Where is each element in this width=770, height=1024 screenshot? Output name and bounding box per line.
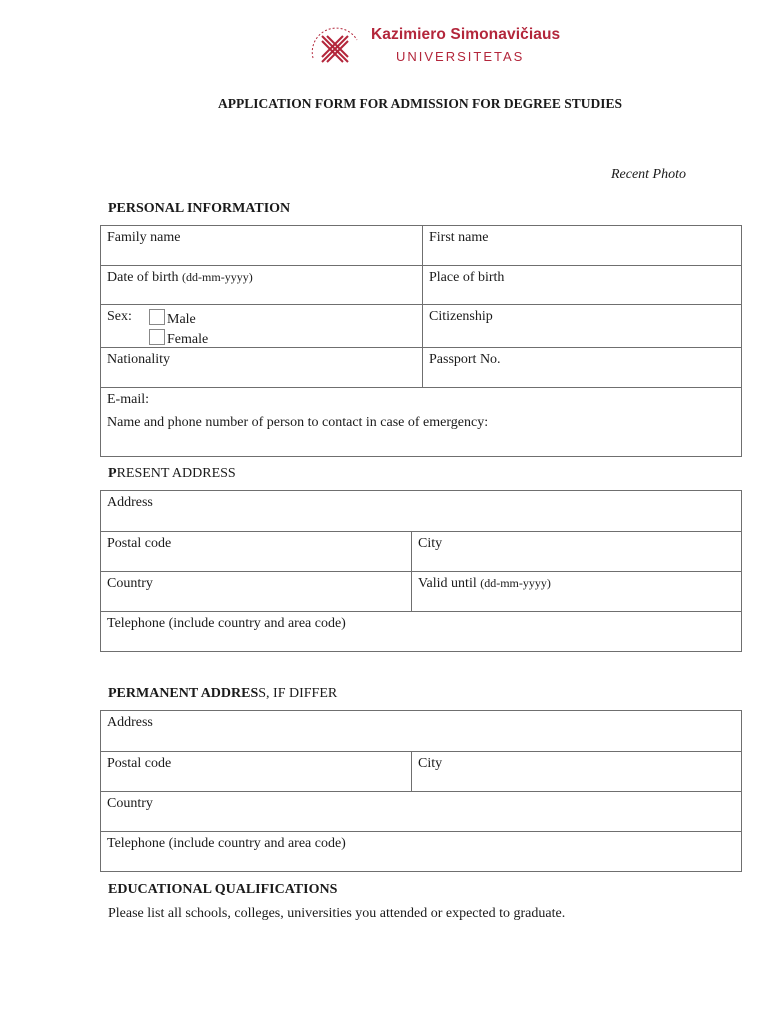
permanent-country-field[interactable] bbox=[101, 791, 741, 832]
emergency-contact-label: Name and phone number of person to contact in case of emergency: bbox=[107, 415, 489, 430]
present-city-label: City bbox=[418, 536, 443, 551]
education-heading: EDUCATIONAL QUALIFICATIONS bbox=[108, 882, 338, 897]
passport-field[interactable] bbox=[422, 348, 741, 388]
nationality-label: Nationality bbox=[107, 352, 170, 367]
present-telephone-label: Telephone (include country and area code) bbox=[107, 616, 346, 631]
female-option[interactable] bbox=[149, 329, 208, 349]
place-of-birth-label: Place of birth bbox=[429, 270, 505, 285]
personal-info-heading: PERSONAL INFORMATION bbox=[108, 201, 291, 216]
university-logo bbox=[305, 22, 365, 74]
permanent-postal-code-label: Postal code bbox=[107, 756, 172, 771]
present-city-field[interactable] bbox=[411, 532, 741, 572]
present-country-label: Country bbox=[107, 576, 153, 591]
permanent-postal-code-field[interactable] bbox=[101, 752, 411, 792]
first-name-field[interactable] bbox=[422, 226, 741, 266]
passport-label: Passport No. bbox=[429, 352, 501, 367]
row-present-country-valid bbox=[101, 571, 741, 612]
first-name-label: First name bbox=[429, 230, 489, 245]
permanent-city-label: City bbox=[418, 756, 443, 771]
permanent-address-table bbox=[100, 710, 742, 872]
female-checkbox[interactable] bbox=[149, 329, 165, 345]
personal-info-table bbox=[100, 225, 742, 457]
photo-label: Recent Photo bbox=[610, 167, 686, 182]
nationality-field[interactable] bbox=[101, 348, 422, 388]
university-name-sub: UNIVERSITETAS bbox=[396, 49, 525, 64]
permanent-city-field[interactable] bbox=[411, 752, 741, 792]
university-name: Kazimiero Simonavičiaus bbox=[371, 26, 561, 43]
date-of-birth-field[interactable] bbox=[101, 266, 422, 305]
row-sex-citizenship bbox=[101, 304, 741, 348]
valid-until-format-hint: (dd-mm-yyyy) bbox=[480, 576, 551, 590]
emergency-contact-field[interactable] bbox=[101, 413, 741, 457]
family-name-field[interactable] bbox=[101, 226, 422, 266]
valid-until-field[interactable] bbox=[411, 572, 741, 612]
permanent-address-heading: PERMANENT ADDRESS, IF DIFFER bbox=[108, 686, 338, 701]
email-field[interactable] bbox=[101, 387, 741, 413]
permanent-telephone-field[interactable] bbox=[101, 831, 741, 872]
date-of-birth-label: Date of birth bbox=[107, 270, 179, 285]
permanent-address-field[interactable] bbox=[101, 711, 741, 752]
present-address-field[interactable] bbox=[101, 491, 741, 532]
present-address-table bbox=[100, 490, 742, 652]
present-postal-code-field[interactable] bbox=[101, 532, 411, 572]
permanent-country-label: Country bbox=[107, 796, 153, 811]
email-label: E-mail: bbox=[107, 392, 149, 407]
male-label: Male bbox=[167, 312, 196, 327]
date-format-hint: (dd-mm-yyyy) bbox=[182, 270, 253, 284]
education-intro: Please list all schools, colleges, universities you attended or expected to graduate. bbox=[108, 906, 566, 921]
family-name-label: Family name bbox=[107, 230, 181, 245]
sex-field bbox=[101, 305, 422, 348]
male-option[interactable] bbox=[149, 309, 208, 329]
present-postal-code-label: Postal code bbox=[107, 536, 172, 551]
row-nationality-passport bbox=[101, 347, 741, 388]
row-birth bbox=[101, 265, 741, 305]
male-checkbox[interactable] bbox=[149, 309, 165, 325]
valid-until-label: Valid until bbox=[418, 576, 477, 591]
permanent-address-label: Address bbox=[107, 715, 153, 730]
row-present-postal-city bbox=[101, 531, 741, 572]
present-telephone-field[interactable] bbox=[101, 611, 741, 652]
present-address-heading: PRESENT ADDRESS bbox=[108, 466, 236, 481]
document-title: APPLICATION FORM FOR ADMISSION FOR DEGREE STUDIES bbox=[217, 96, 623, 111]
female-label: Female bbox=[167, 332, 209, 347]
present-address-label: Address bbox=[107, 495, 153, 510]
citizenship-label: Citizenship bbox=[429, 309, 493, 324]
present-country-field[interactable] bbox=[101, 572, 411, 612]
citizenship-field[interactable] bbox=[422, 305, 741, 348]
sex-options bbox=[149, 309, 208, 349]
place-of-birth-field[interactable] bbox=[422, 266, 741, 305]
row-names bbox=[101, 226, 741, 266]
sex-label: Sex: bbox=[107, 309, 132, 324]
permanent-telephone-label: Telephone (include country and area code) bbox=[107, 836, 346, 851]
row-permanent-postal-city bbox=[101, 751, 741, 792]
